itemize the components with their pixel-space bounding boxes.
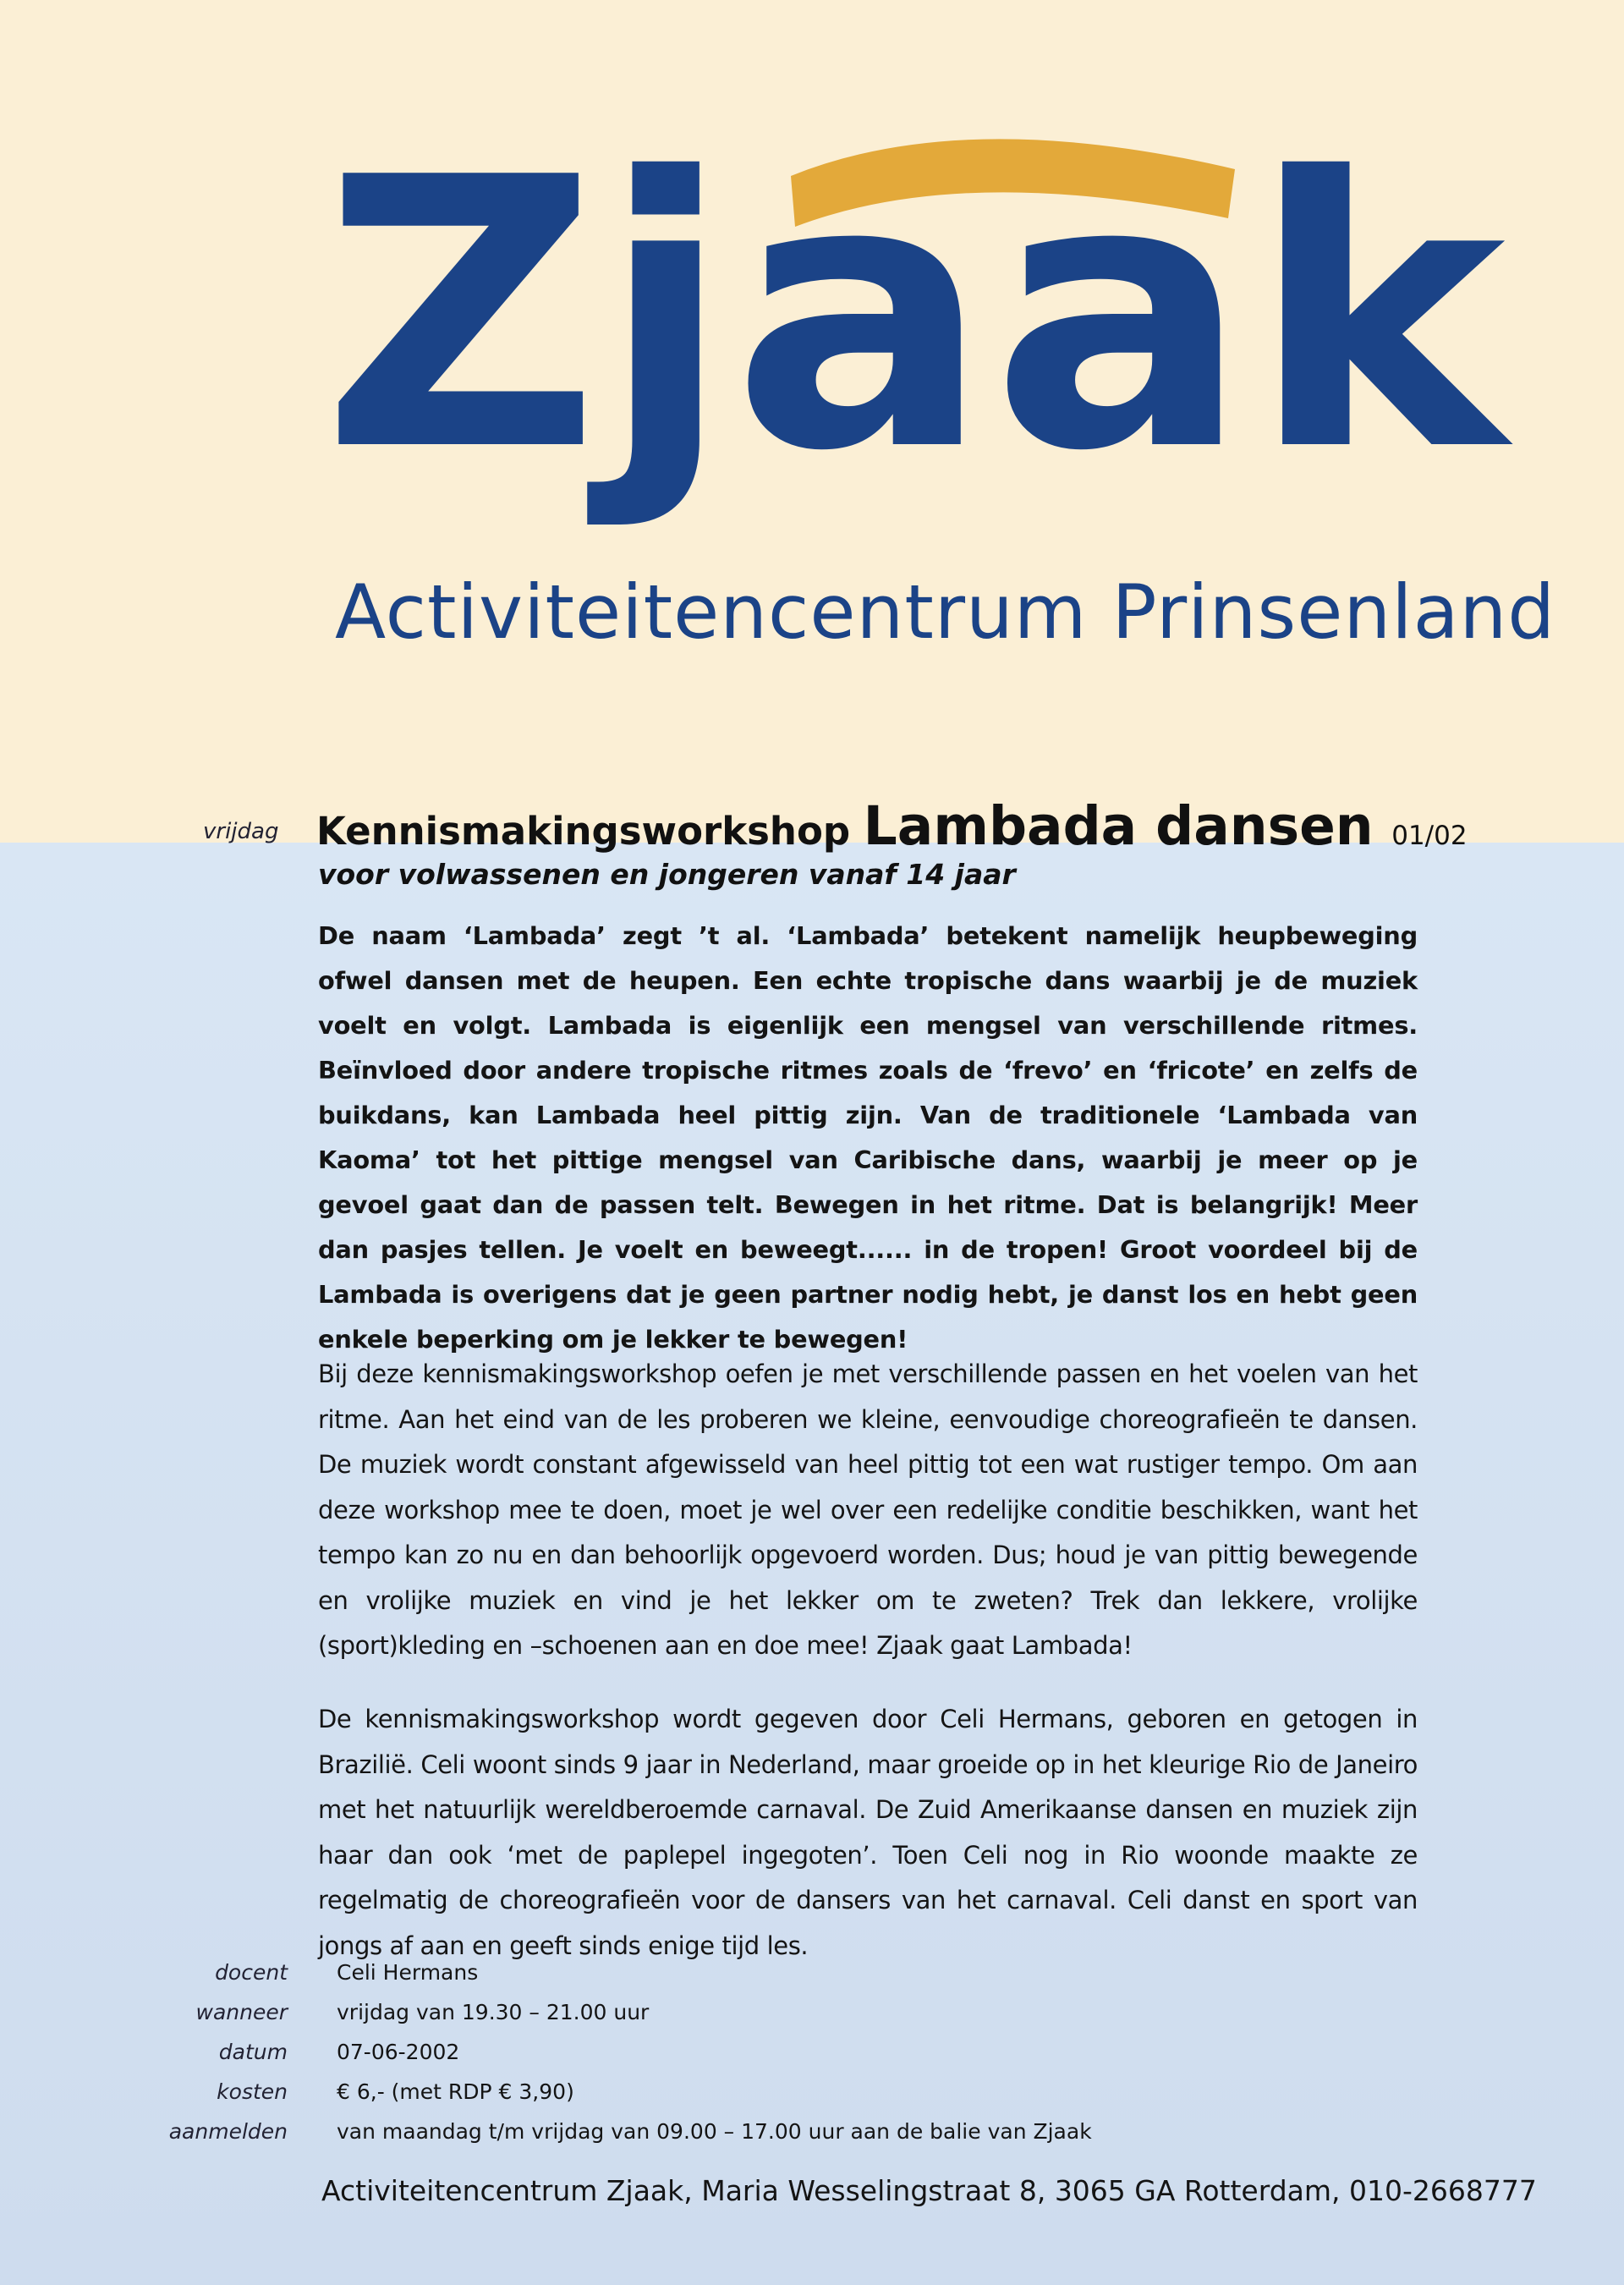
teacher-paragraph: De kennismakingsworkshop wordt gegeven door Celi Hermans, geboren en getogen in Brazilië. Celi woont sinds 9 jaar in Nederland, maar groeide op in het kleurige Rio de Janeiro met het natuurlijk wereldberoemde carnaval. De Zuid Amerikaanse dansen en muziek zijn haar dan ook ‘met de paplepel ingegoten’. Toen Celi nog in Rio woonde maakte ze regelmatig de choreografieën voor de dansers van het carnaval. Celi danst en sport van jongs af aan en geeft sinds enige tijd les. [318, 1705, 1418, 1960]
event-title [316, 795, 1468, 857]
workshop-paragraph: Bij deze kennismakingsworkshop oefen je met verschillende passen en het voelen van het ritme. Aan het eind van de les proberen we kleine, eenvoudige choreografieën te dansen. De muziek wordt constant afgewisseld van heel pittig tot een wat rustiger tempo. Om aan deze workshop mee te doen, moet je wel over een redelijke conditie beschikken, want het tempo kan zo nu en dan behoorlijk opgevoerd worden. Dus; houd je van pittig bewegende en vrolijke muziek en vind je het lekker om te zweten? Trek dan lekkere, vrolijke (sport)kleding en –schoenen aan en doe mee! Zjaak gaat Lambada! [318, 1359, 1418, 1660]
detail-label: docent [215, 1960, 288, 1985]
logo-wordmark: Zjaak [321, 118, 1515, 532]
detail-value: vrijdag van 19.30 – 21.00 uur [337, 2000, 650, 2024]
detail-row [152, 2032, 1092, 2072]
detail-row [152, 1992, 1092, 2032]
event-details [152, 1953, 1092, 2151]
intro-paragraph: De naam ‘Lambada’ zegt ’t al. ‘Lambada’ betekent namelijk heupbeweging ofwel dansen met de heupen. Een echte tropische dans waarbij je de muziek voelt en volgt. Lambada is eigenlijk een mengsel van verschillende ritmes. Beïnvloed door andere tropische ritmes zoals de ‘frevo’ en ‘fricote’ en zelfs de buikdans, kan Lambada heel pittig zijn. Van de traditionele ‘Lambada van Kaoma’ tot het pittige mengsel van Caribische dans, waarbij je meer op je gevoel gaat dan de passen telt. Bewegen in het ritme. Dat is belangrijk! Meer dan pasjes tellen. Je voelt en beweegt...... in de tropen! Groot voordeel bij de Lambada is overigens dat je geen partner nodig hebt, je danst los en hebt geen enkele beperking om je lekker te bewegen! [318, 921, 1418, 1354]
title-prefix: Kennismakingsworkshop [316, 809, 851, 854]
center-name: Activiteitencentrum Prinsenland [335, 569, 1556, 656]
title-main: Lambada dansen [863, 795, 1374, 857]
detail-value: Celi Hermans [337, 1960, 479, 1985]
detail-row [152, 1953, 1092, 1992]
event-day: vrijdag [203, 819, 279, 844]
detail-value: 07-06-2002 [337, 2040, 460, 2064]
detail-row [152, 2072, 1092, 2112]
event-code: 01/02 [1391, 821, 1468, 851]
detail-label: aanmelden [168, 2119, 288, 2144]
footer-address: Activiteitencentrum Zjaak, Maria Wesselingstraat 8, 3065 GA Rotterdam, 010-2668777 [321, 2174, 1537, 2207]
detail-label: wanneer [195, 2000, 288, 2024]
detail-label: datum [218, 2040, 288, 2064]
detail-value: van maandag t/m vrijdag van 09.00 – 17.00 uur aan de balie van Zjaak [337, 2119, 1092, 2144]
detail-row [152, 2112, 1092, 2151]
target-audience: voor volwassenen en jongeren vanaf 14 jaar [318, 858, 1016, 891]
detail-label: kosten [217, 2079, 288, 2104]
zjaak-logo [321, 118, 1522, 575]
detail-value: € 6,- (met RDP € 3,90) [337, 2079, 574, 2104]
